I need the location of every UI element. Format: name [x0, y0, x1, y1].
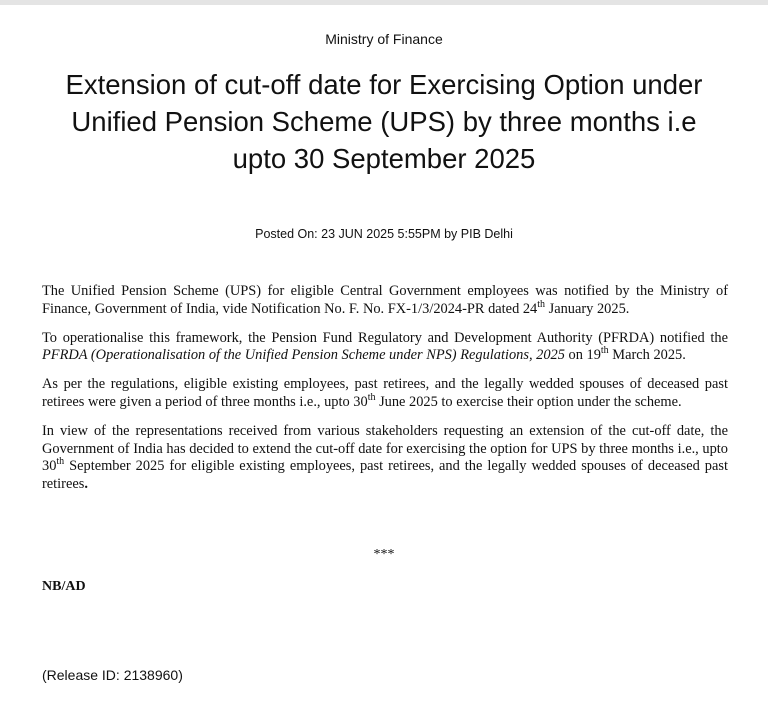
- title-line-1: Extension of cut-off date for Exercising Option under: [65, 69, 703, 100]
- title-line-3: upto 30 September 2025: [232, 143, 536, 174]
- ministry-name: Ministry of Finance: [325, 31, 443, 47]
- regulation-name: PFRDA (Operationalisation of the Unified Pension Scheme under NPS) Regulations, 2025: [42, 347, 565, 364]
- page-title: [40, 66, 728, 177]
- paragraph-1: The Unified Pension Scheme (UPS) for eligible Central Government employees was notified by the Ministry of Finance, Government of India, vide Notification No. F. No. FX-1/3/2024-PR dated 24th January 2025.: [42, 283, 728, 317]
- posted-on: Posted On: 23 JUN 2025 5:55PM by PIB Delhi: [255, 227, 513, 241]
- paragraph-4: In view of the representations received from various stakeholders requesting an extension of the cut-off date, the Government of India has decided to extend the cut-off date for exercising the option for UPS by three months i.e., upto 30th September 2025 for eligible existing employees, past retirees, and the legally wedded spouses of deceased past retirees.: [42, 422, 728, 493]
- top-border: [0, 0, 768, 5]
- release-id: (Release ID: 2138960): [42, 667, 183, 683]
- paragraph-2: To operationalise this framework, the Pension Fund Regulatory and Development Authority (PFRDA) notified the PFRDA (Operationalisation of the Unified Pension Scheme under NPS) Regulations, 2025 on 19th March 2025.: [42, 329, 728, 364]
- signature-initials: NB/AD: [42, 579, 86, 594]
- paragraph-3: As per the regulations, eligible existing employees, past retirees, and the legally wedded spouses of deceased past retirees were given a period of three months i.e., upto 30th June 2025 to exercise their option under the scheme.: [42, 376, 728, 410]
- separator: ***: [373, 547, 395, 562]
- release-body: [42, 283, 728, 505]
- title-line-2: Unified Pension Scheme (UPS) by three months i.e: [71, 106, 697, 137]
